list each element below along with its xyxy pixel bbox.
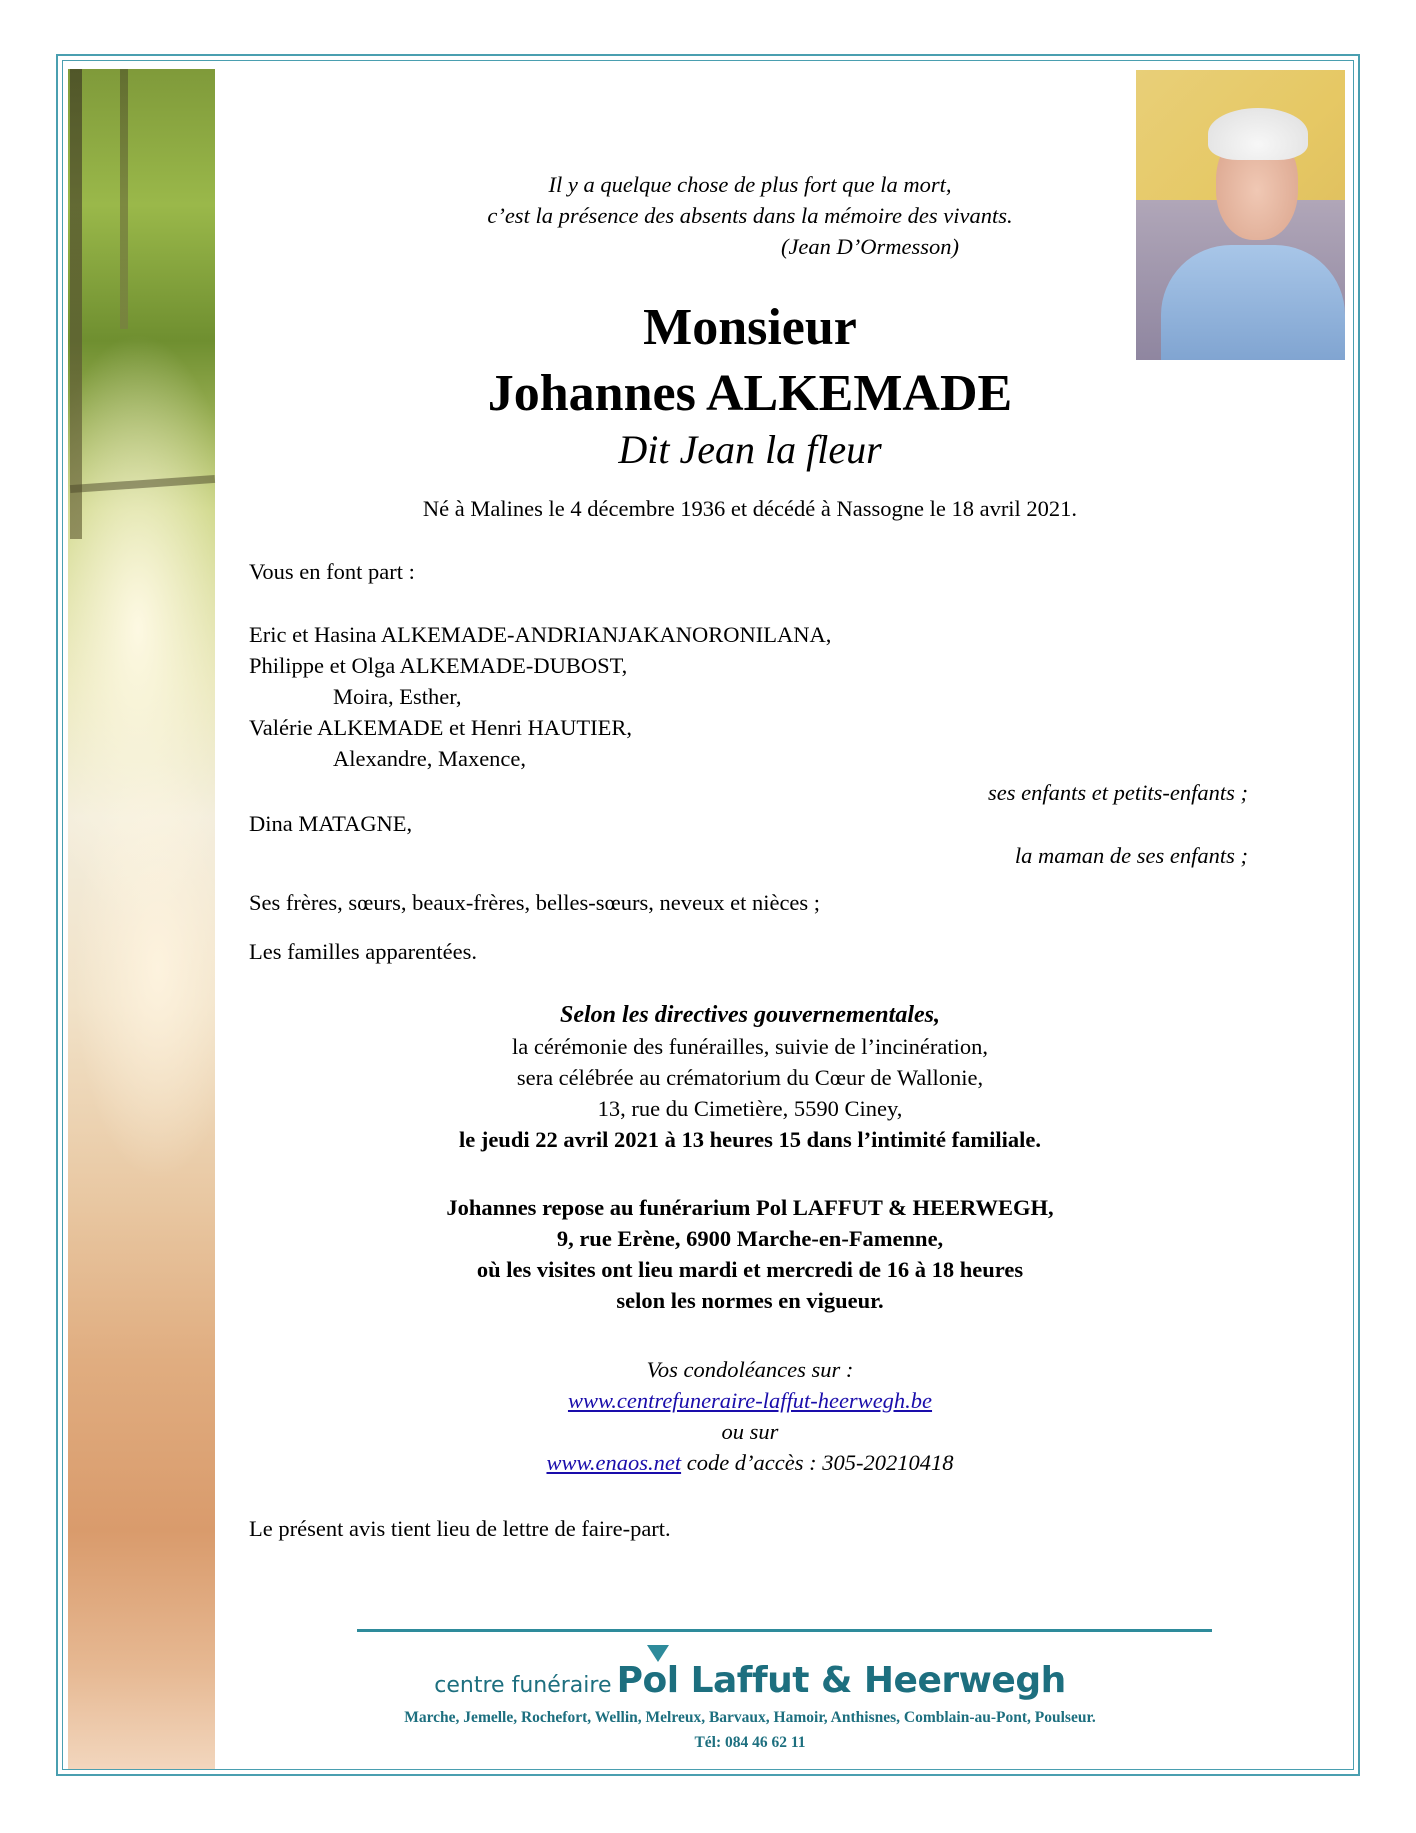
family-member: Eric et Hasina ALKEMADE-ANDRIANJAKANORONILANA,: [249, 622, 832, 647]
ceremony-line: sera célébrée au crématorium du Cœur de Wallonie,: [516, 1065, 984, 1090]
footer-towns: Marche, Jemelle, Rochefort, Wellin, Melreux, Barvaux, Hamoir, Anthisnes, Comblain-au-Pont, Poulseur.: [404, 1709, 1096, 1726]
forest-path-image: [68, 69, 215, 1769]
rest-line: Johannes repose au funérarium Pol LAFFUT & HEERWEGH,: [446, 1195, 1054, 1220]
footer-divider: [357, 1629, 1212, 1632]
deceased-title: Monsieur: [643, 299, 857, 356]
ceremony-date: le jeudi 22 avril 2021 à 13 heures 15 dans l’intimité familiale.: [458, 1127, 1042, 1152]
condolences-link-primary[interactable]: www.centrefuneraire-laffut-heerwegh.be: [567, 1388, 933, 1413]
tree-trunk-decoration: [120, 69, 128, 329]
rest-line: où les visites ont lieu mardi et mercredi de 16 à 18 heures: [476, 1257, 1024, 1282]
grandchildren: Moira, Esther,: [333, 684, 462, 709]
ceremony-address: 13, rue du Cimetière, 5590 Ciney,: [597, 1096, 903, 1121]
birth-death-line: Né à Malines le 4 décembre 1936 et décédé à Nassogne le 18 avril 2021.: [422, 496, 1078, 521]
condolences-or: ou sur: [721, 1419, 779, 1444]
photo-hair: [1208, 108, 1308, 160]
family-member: Philippe et Olga ALKEMADE-DUBOST,: [249, 653, 628, 678]
quote-line: Il y a quelque chose de plus fort que la mort,: [548, 172, 952, 197]
grandchildren: Alexandre, Maxence,: [333, 746, 527, 771]
quote-block: [215, 169, 1285, 262]
ceremony-heading: Selon les directives gouvernementales,: [560, 1002, 940, 1028]
partner-note: la maman de ses enfants ;: [1014, 843, 1248, 868]
family-list: [249, 619, 831, 774]
quote-author: (Jean D’Ormesson): [780, 234, 960, 259]
relatives-line: Les familles apparentées.: [249, 939, 478, 964]
rest-line: selon les normes en vigueur.: [616, 1288, 884, 1313]
access-code: code d’accès : 305-20210418: [681, 1450, 954, 1475]
deceased-name: Johannes ALKEMADE: [487, 365, 1013, 422]
rest-line: 9, rue Erène, 6900 Marche-en-Famenne,: [556, 1226, 944, 1251]
closing-line: Le présent avis tient lieu de lettre de faire-part.: [249, 1516, 671, 1541]
footer-logo: [215, 1660, 1285, 1701]
siblings-line: Ses frères, sœurs, beaux-frères, belles-sœurs, neveux et nièces ;: [249, 890, 821, 915]
footer-phone: Tél: 084 46 62 11: [694, 1734, 806, 1751]
family-member: Valérie ALKEMADE et Henri HAUTIER,: [249, 715, 633, 740]
brand-name: Pol Laffut & Heerwegh: [616, 1660, 1066, 1701]
tree-trunk-decoration: [70, 69, 82, 539]
condolences-block: [215, 1354, 1285, 1478]
condolences-heading: Vos condoléances sur :: [646, 1357, 854, 1382]
children-note: ses enfants et petits-enfants ;: [988, 780, 1248, 805]
condolences-link-enaos[interactable]: www.enaos.net: [546, 1450, 682, 1475]
ceremony-block: [215, 1000, 1285, 1155]
quote-line: c’est la présence des absents dans la mémoire des vivants.: [487, 203, 1013, 228]
partner-name: Dina MATAGNE,: [249, 811, 413, 836]
rest-block: [215, 1192, 1285, 1316]
deceased-nickname: Dit Jean la fleur: [618, 427, 882, 472]
ceremony-line: la cérémonie des funérailles, suivie de l’incinération,: [511, 1034, 989, 1059]
brand-small-text: centre funéraire: [434, 1673, 612, 1698]
announcement-intro: Vous en font part :: [249, 559, 415, 584]
